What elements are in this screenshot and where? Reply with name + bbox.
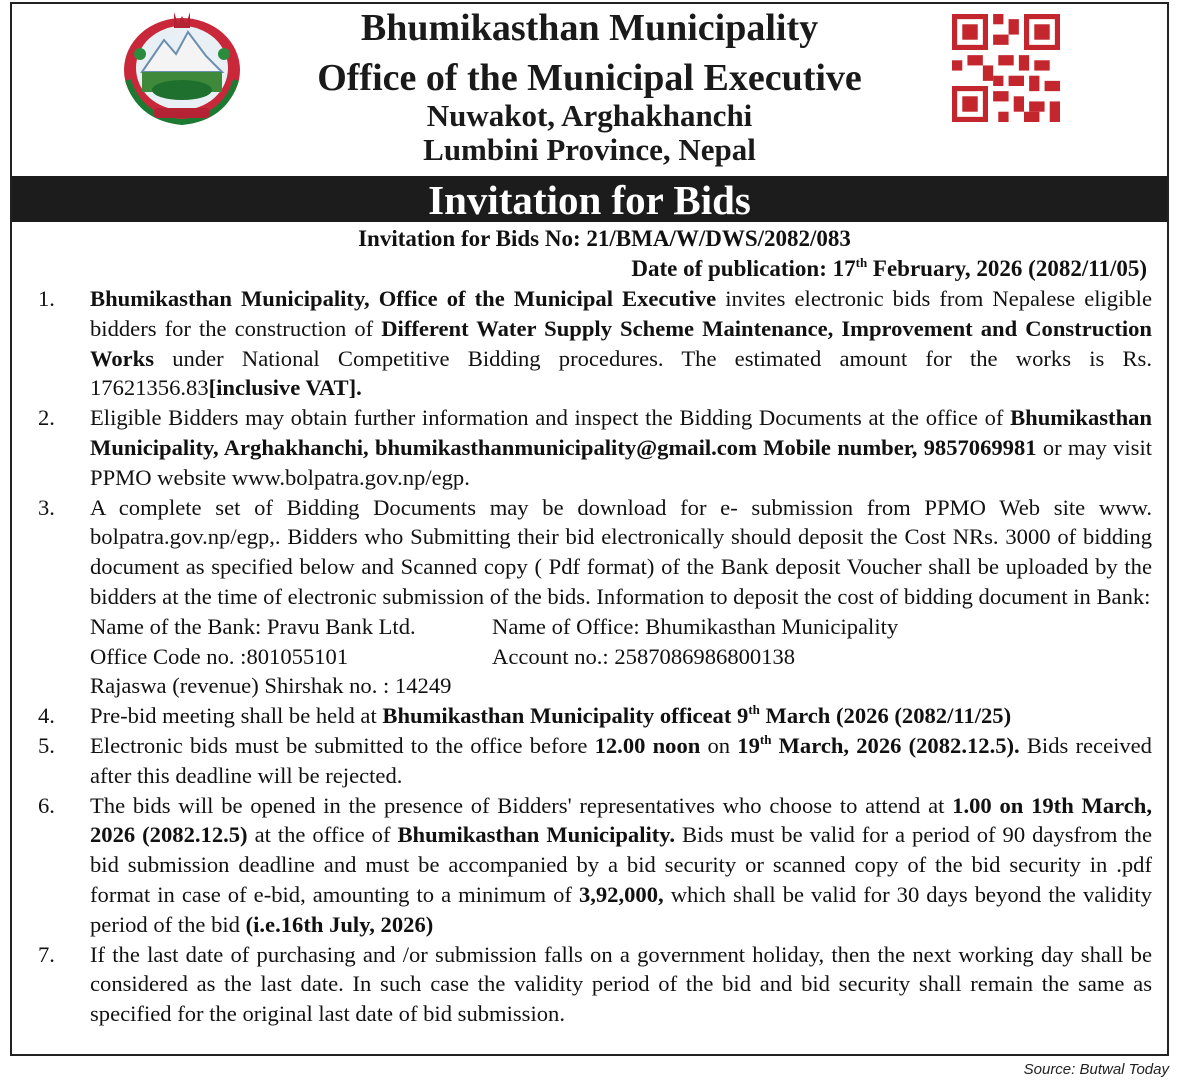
municipality-name: Bhumikasthan Municipality (360, 7, 819, 49)
clause-6: 6. The bids will be opened in the presence of Bidders' representatives who choose to attend at 1.00 on 19th March, 2026 (2082.12.5) at the office of Bhumikasthan Municipality. Bids must be valid for a period of 90 daysfrom the bid submission deadline and must be accompanied by a bid security or scanned copy of the bid security in .pdf format in case of e-bid, amounting to a minimum of 3,92,000, which shall be valid for 30 days beyond the validity period of the bid (i.e.16th July, 2026) (38, 792, 1153, 937)
bank-details-row-1 (90, 612, 1152, 642)
bank-details-row-2 (90, 642, 1152, 672)
office-name: Office of the Municipal Executive (317, 57, 862, 99)
notice-clauses (30, 284, 1152, 1029)
clause-5: 5. Electronic bids must be submitted to the office before 12.00 noon on 19th March, 2026 (2082.12.5). Bids received after this deadline will be rejected. (38, 731, 1152, 788)
bank-office-name: Name of Office: Bhumikasthan Municipality (492, 613, 899, 639)
rajaswa-number: Rajaswa (revenue) Shirshak no. : 14249 (90, 673, 452, 699)
bank-account-number: Account no.: 2587086986800138 (492, 643, 796, 669)
bid-notice (10, 2, 1169, 1056)
source-credit: Source: Butwal Today (1023, 1061, 1169, 1078)
bank-name: Name of the Bank: Pravu Bank Ltd. (90, 613, 416, 639)
office-address: Nuwakot, Arghakhanchi (426, 98, 753, 133)
notice-header (12, 4, 1167, 174)
clause-3: 3. A complete set of Bidding Documents may be download for e- submission from PPMO Web site www. bolpatra.gov.np/egp,. Bidders who Submitting their bid electronically should deposit the Cost NRs. 3000 of bidding document as specified below and Scanned copy ( Pdf format) of the Bank deposit Voucher shall be uploaded by the bidders at the time of electronic submission of the bids. Information to deposit the cost of bidding document in Bank: Name of the Bank: Pravu Bank Ltd. Name of Office: Bhumikasthan Municipality Office Code no. :801055101 Account no.: 2587086986800138 Rajaswa (revenue) Shirshak no. : 14249 (30, 493, 1152, 702)
clause-7: 7. If the last date of purchasing and /or submission falls on a government holiday, then the next working day shall be considered as the last date. In such case the validity period of the bid and bid security shall remain the same as specified for the original last date of bid submission. (38, 941, 1152, 1027)
bank-office-code: Office Code no. :801055101 (90, 643, 349, 669)
ifb-number: Invitation for Bids No: 21/BMA/W/DWS/2082/083 (358, 226, 851, 251)
clause-2: 2. Eligible Bidders may obtain further information and inspect the Bidding Documents at the office of Bhumikasthan Municipality, Arghakhanchi, bhumikasthanmunicipality@gmail.com Mobile number, 9857069981 or may visit PPMO website www.bolpatra.gov.np/egp. (38, 405, 1152, 490)
publication-date: Date of publication: 17th February, 2026 (2082/11/05) (631, 255, 1147, 281)
office-province: Lumbini Province, Nepal (423, 132, 756, 167)
clause-4: 4. Pre-bid meeting shall be held at Bhumikasthan Municipality officeat 9th March (2026 (2082/11/25) (38, 702, 1012, 729)
clause-1: 1. Bhumikasthan Municipality, Office of the Municipal Executive invites electronic bids from Nepalese eligible bidders for the construction of Different Water Supply Scheme Maintenance, Improvement and Construction Works under National Competitive Bidding procedures. The estimated amount for the works is Rs. 17621356.83[inclusive VAT]. (38, 286, 1152, 401)
notice-title: Invitation for Bids (12, 176, 1167, 222)
